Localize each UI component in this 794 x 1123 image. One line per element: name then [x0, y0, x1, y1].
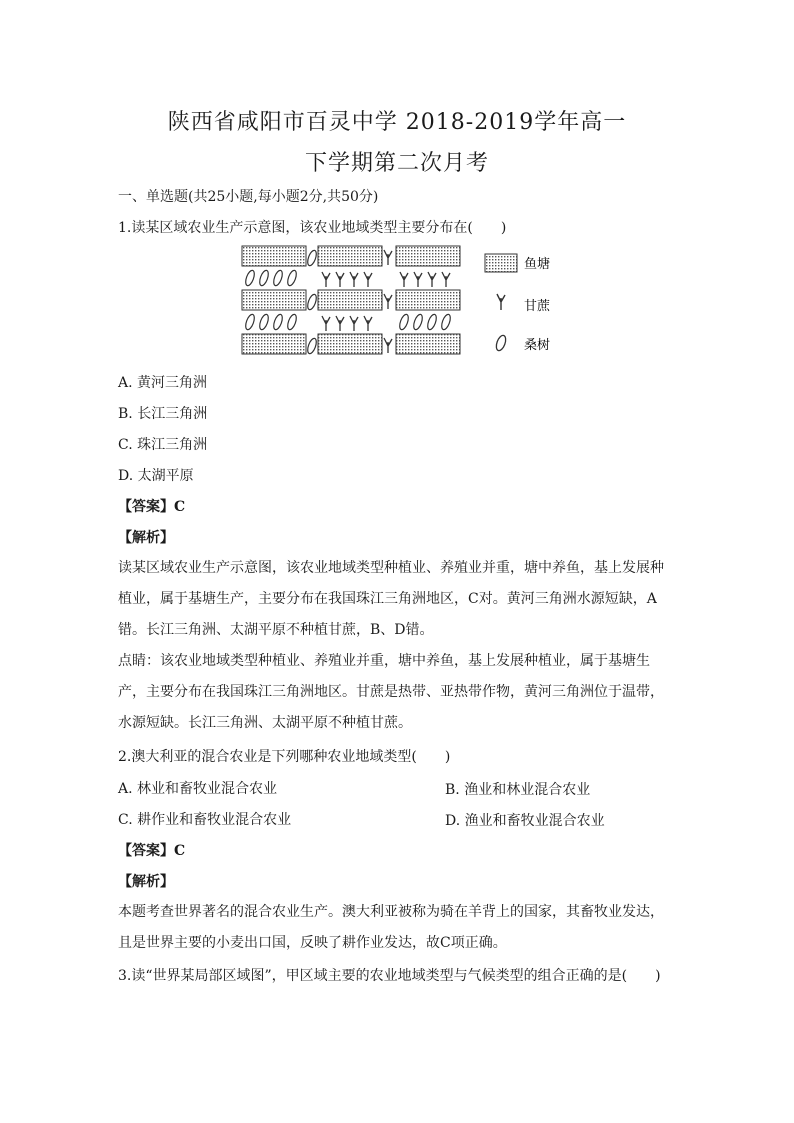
legend-label-mulberry: 桑树	[524, 338, 551, 353]
sugarcane-plant	[414, 272, 422, 287]
q1-option-b: B. 长江三角洲	[118, 406, 208, 422]
fishpond-grid	[242, 246, 460, 354]
mulberry-tree	[426, 313, 438, 330]
q2-option-c: C. 耕作业和畜牧业混合农业	[118, 812, 292, 828]
mulberry-tree	[306, 337, 318, 354]
exam-title-line2: 下学期第二次月考	[304, 151, 489, 176]
sugarcane-plant	[428, 272, 436, 287]
sugarcane-plant	[336, 316, 344, 331]
fishpond	[318, 334, 382, 354]
q2-option-b: B. 渔业和林业混合农业	[445, 782, 591, 798]
sugarcane-plant	[350, 316, 358, 331]
fishpond	[318, 246, 382, 266]
mulberry-tree	[306, 293, 318, 310]
q1-option-d: D. 太湖平原	[118, 468, 194, 484]
mulberry-tree	[440, 313, 452, 330]
q2-analysis: 本题考查世界著名的混合农业生产。澳大利亚被称为骑在羊背上的国家，其畜牧业发达，且是世界主要的小麦出口国，反映了耕作业发达，故C项正确。	[118, 904, 664, 951]
fishpond	[242, 246, 306, 266]
mulberry-tree	[272, 313, 284, 330]
sugarcane-plant	[400, 272, 408, 287]
fishpond-icon	[485, 254, 517, 272]
sugarcane-icon	[497, 294, 505, 310]
sugarcane-plant	[364, 316, 372, 331]
q2-analysis-label: 【解析】	[118, 874, 174, 890]
mulberry-tree	[272, 269, 284, 286]
q1-analysis-label: 【解析】	[118, 530, 174, 546]
mulberry-icon	[495, 334, 508, 352]
fishpond	[396, 246, 460, 266]
exam-title-line1: 陕西省咸阳市百灵中学 2018-2019学年高一	[167, 110, 627, 135]
mulberry-tree	[258, 313, 270, 330]
q2-option-a: A. 林业和畜牧业混合农业	[118, 781, 278, 797]
q2-option-d: D. 渔业和畜牧业混合农业	[445, 813, 605, 829]
legend	[485, 254, 551, 353]
mulberry-tree	[306, 249, 318, 266]
legend-label-sugarcane: 甘蔗	[524, 299, 551, 314]
q1-option-c: C. 珠江三角洲	[118, 437, 208, 453]
q1-answer: 【答案】C	[118, 499, 186, 515]
sugarcane-plant	[364, 272, 372, 287]
fishpond	[318, 290, 382, 310]
mulberry-tree	[412, 313, 424, 330]
fishpond	[396, 290, 460, 310]
q3-stem: 3.读“世界某局部区域图”，甲区域主要的农业地域类型与气候类型的组合正确的是( )	[118, 968, 661, 984]
q2-answer: 【答案】C	[118, 843, 186, 859]
mulberry-tree	[244, 269, 256, 286]
sugarcane-plant	[350, 272, 358, 287]
sugarcane-plant	[384, 250, 392, 265]
q2-stem: 2.澳大利亚的混合农业是下列哪种农业地域类型( )	[118, 749, 451, 765]
q1-comment: 点睛：该农业地域类型种植业、养殖业并重，塘中养鱼，基上发展种植业，属于基塘生产，主要分布在我国珠江三角洲地区。甘蔗是热带、亚热带作物，黄河三角洲位于温带，水源短缺。长江三角洲、太湖平原不种植甘蔗。	[118, 653, 664, 731]
legend-label-fishpond: 鱼塘	[524, 257, 551, 272]
sugarcane-plant	[442, 272, 450, 287]
fishpond	[242, 334, 306, 354]
mulberry-tree	[244, 313, 256, 330]
sugarcane-plant	[322, 272, 330, 287]
q1-option-a: A. 黄河三角洲	[118, 375, 208, 391]
sugarcane-plant	[384, 338, 392, 353]
section-heading: 一、单选题(共25小题,每小题2分,共50分)	[118, 189, 379, 205]
mulberry-tree	[286, 313, 298, 330]
q1-stem: 1.读某区域农业生产示意图，该农业地域类型主要分布在( )	[118, 220, 507, 236]
mulberry-tree	[398, 313, 410, 330]
mulberry-tree	[286, 269, 298, 286]
fishpond	[242, 290, 306, 310]
sugarcane-plant	[322, 316, 330, 331]
mulberry-tree	[258, 269, 270, 286]
q1-analysis: 读某区域农业生产示意图，该农业地域类型种植业、养殖业并重，塘中养鱼，基上发展种植业，属于基塘生产，主要分布在我国珠江三角洲地区，C对。黄河三角洲水源短缺，A错。长江三角洲、太湖平原不种植甘蔗，B、D错。	[118, 560, 664, 638]
dike-pond-diagram	[240, 244, 560, 362]
fishpond	[396, 334, 460, 354]
sugarcane-plant	[384, 294, 392, 309]
sugarcane-plant	[336, 272, 344, 287]
